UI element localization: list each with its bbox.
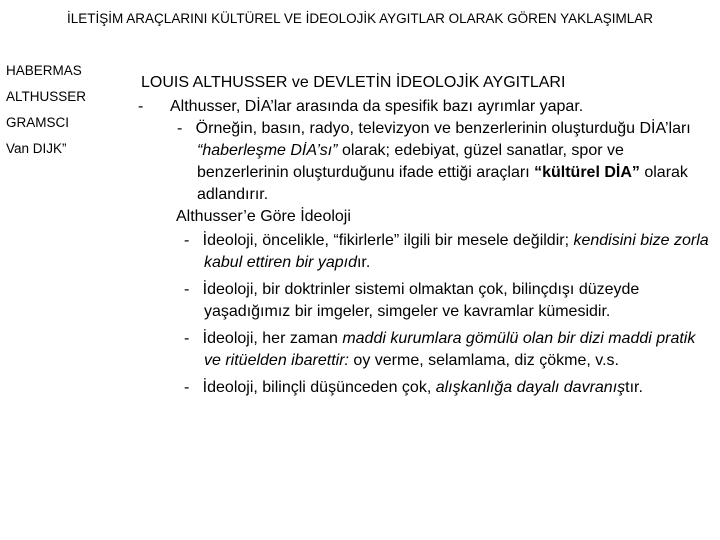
item-text-end: ır. bbox=[356, 254, 371, 271]
subheading: Althusser’e Göre İdeoloji bbox=[176, 208, 351, 225]
main-content bbox=[138, 72, 713, 404]
bullet-dash: - bbox=[138, 98, 144, 115]
bullet-example bbox=[138, 118, 713, 206]
sidebar-item-habermas: HABERMAS bbox=[6, 63, 82, 78]
sidebar-list bbox=[6, 58, 86, 162]
example-bold: “kültürel DİA” bbox=[534, 164, 640, 181]
sidebar-item-althusser: ALTHUSSER bbox=[6, 89, 87, 104]
item-italic: maddi kurumlara gömülü olan bir dizi maddi pratik ve ritüelden ibarettir: bbox=[204, 330, 696, 369]
list-item bbox=[138, 230, 713, 274]
sidebar-item-van-dijk: Van DIJK” bbox=[6, 141, 67, 156]
bullet-althusser-distinction bbox=[138, 96, 713, 118]
item-text: İdeoloji, öncelikle, “fikirlerle” ilgili bir mesele değildir; bbox=[202, 232, 574, 249]
item-text: İdeoloji, her zaman bbox=[202, 330, 343, 347]
item-text: İdeoloji, bir doktrinler sistemi olmaktan çok, bilinçdışı düzeyde yaşadığımız bir imgeler, simgeler ve kavramlar kümesidir. bbox=[202, 281, 640, 320]
ideology-list bbox=[138, 230, 713, 399]
section-heading: LOUIS ALTHUSSER ve DEVLETİN İDEOLOJİK AYGITLARI bbox=[141, 74, 566, 91]
list-item bbox=[138, 279, 713, 323]
list-item bbox=[138, 328, 713, 372]
item-text: İdeoloji, bilinçli düşünceden çok, bbox=[202, 379, 436, 396]
example-text-1: Örneğin, basın, radyo, televizyon ve benzerlerinin oluşturduğu DİA’ları bbox=[195, 120, 691, 137]
example-italic: “haberleşme DİA’sı” bbox=[197, 142, 338, 159]
slide-title: İLETİŞİM ARAÇLARINI KÜLTÜREL VE İDEOLOJİK AYGITLAR OLARAK GÖREN YAKLAŞIMLAR bbox=[67, 11, 653, 26]
item-text-end: tır. bbox=[625, 379, 643, 396]
bullet-dash: - bbox=[177, 120, 183, 137]
example-text-3: olarak adlandırır. bbox=[197, 164, 688, 203]
item-italic: alışkanlığa dayalı davranış bbox=[435, 379, 626, 396]
item-italic: kendisini bize zorla kabul ettiren bir yapıd bbox=[204, 232, 709, 271]
bullet-dash: - bbox=[184, 379, 190, 396]
bullet-text: Althusser, DİA’lar arasında da spesifik bazı ayrımlar yapar. bbox=[170, 98, 584, 115]
bullet-dash: - bbox=[184, 281, 190, 298]
item-text-end: oy verme, selamlama, diz çökme, v.s. bbox=[348, 352, 619, 369]
example-text-2: olarak; edebiyat, güzel sanatlar, spor ve benzerlerinin oluşturduğunu ifade ettiği araçları bbox=[197, 142, 624, 181]
sidebar-item-gramsci: GRAMSCI bbox=[6, 115, 70, 130]
bullet-dash: - bbox=[184, 330, 190, 347]
list-item bbox=[138, 377, 713, 399]
bullet-dash: - bbox=[184, 232, 190, 249]
